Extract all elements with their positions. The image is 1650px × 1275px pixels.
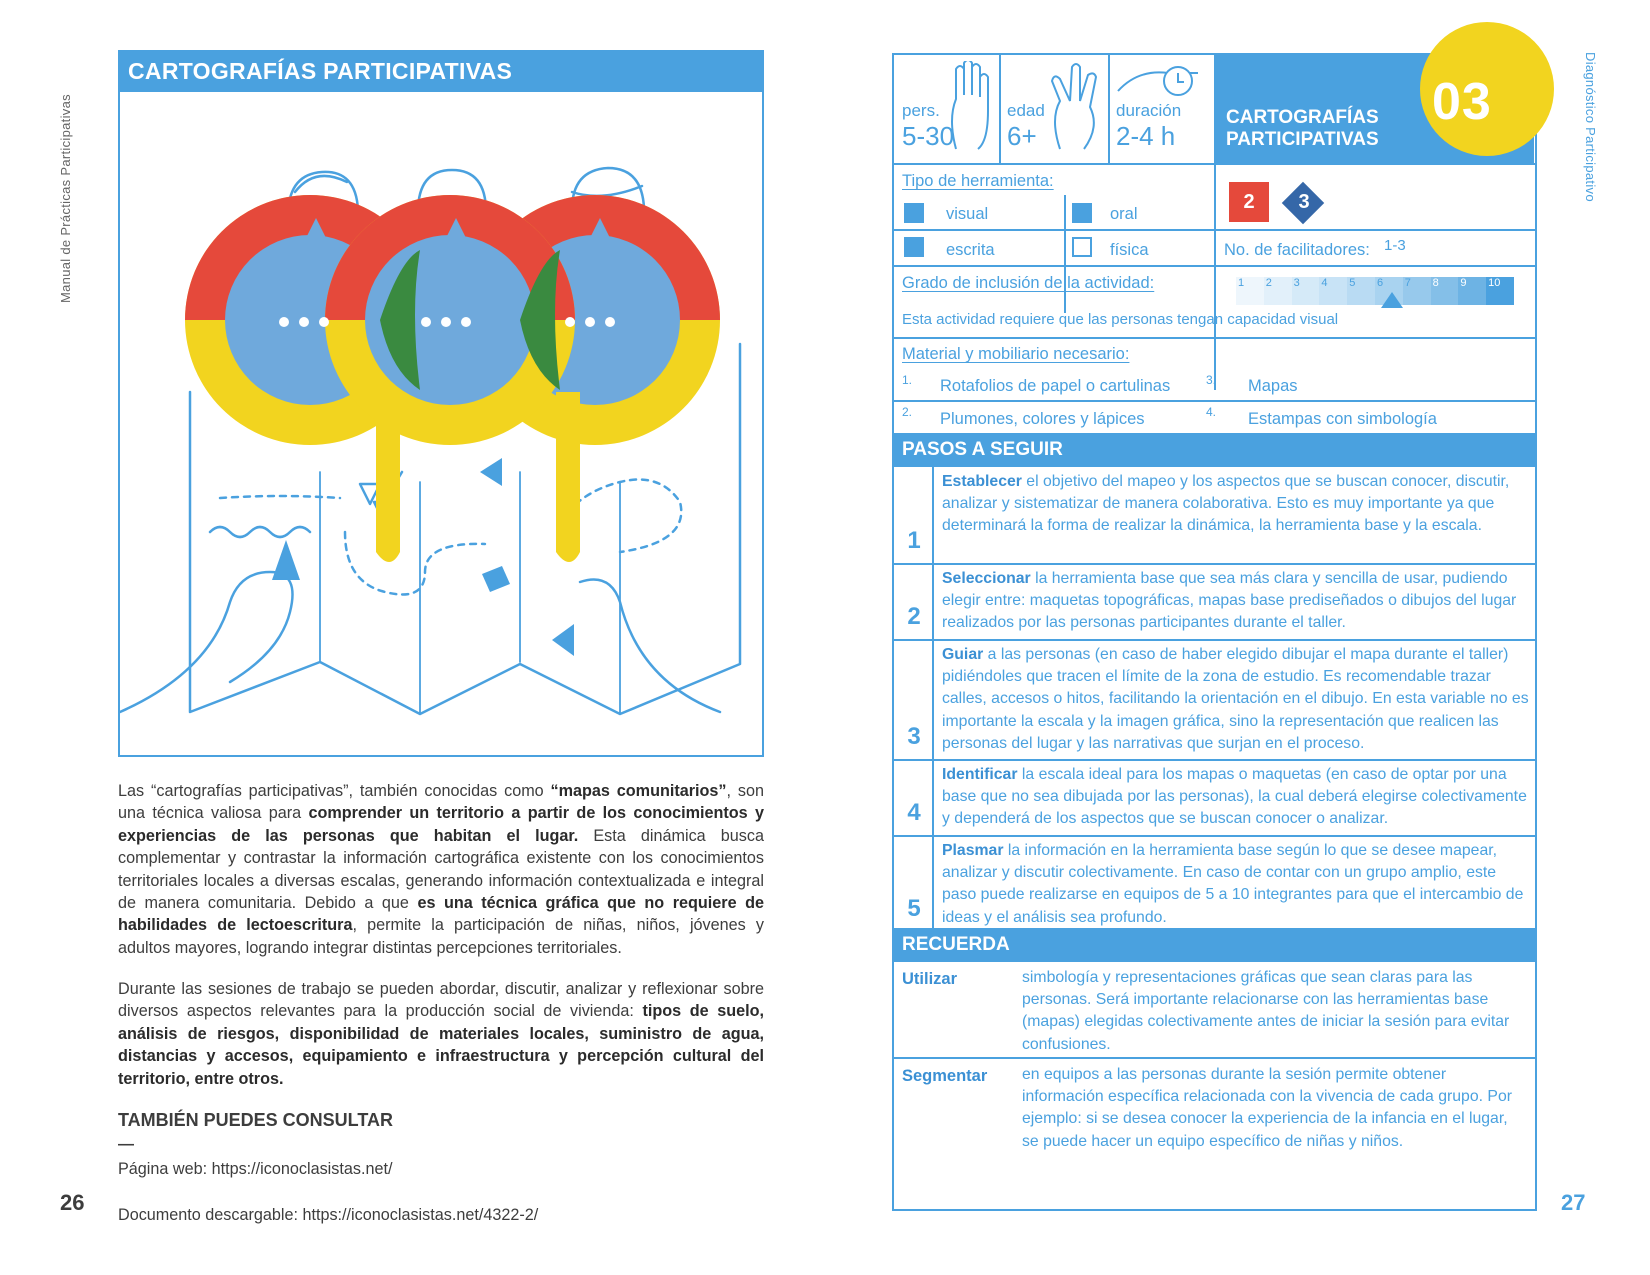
recuerda-term-2: Segmentar — [902, 1067, 988, 1085]
inclusion-scale-step: 9 — [1458, 277, 1486, 305]
inclusion-scale-step: 3 — [1292, 277, 1320, 305]
step-3-verb: Guiar — [942, 646, 984, 663]
material-item-1: Rotafolios de papel o cartulinas — [940, 377, 1171, 395]
step-2-body: la herramienta base que sea más clara y sencilla de usar, pudiendo elegir entre: maquetas topográficas, mapas base prediseñados o dibujos del lugar realizados por las personas participantes durante el taller. — [942, 570, 1517, 632]
illustration-frame — [118, 50, 764, 757]
intro-paragraph — [118, 780, 764, 959]
inclusion-scale-step: 7 — [1403, 277, 1431, 305]
inclusion-scale-step: 8 — [1431, 277, 1459, 305]
pasos-heading: PASOS A SEGUIR — [894, 433, 1535, 467]
fisica-label: física — [1110, 241, 1149, 259]
step-1-text — [942, 471, 1532, 538]
step-1-number: 1 — [907, 527, 921, 554]
consult-heading: TAMBIÉN PUEDES CONSULTAR — [118, 1110, 394, 1130]
oral-label: oral — [1110, 205, 1138, 223]
step-3-body: a las personas (en caso de haber elegido dibujar el mapa durante el taller) pidiéndoles que tracen el límite de la zona de estudio. Es recomendable trazar calles, accesos o hitos, facilitando la orientación en el dibujo. En esta variable no es importante la escala y la imagen gráfica, sino la representación que realicen las personas del lugar y las narrativas que surjan en el proceso. — [942, 646, 1529, 752]
topics-paragraph — [118, 978, 764, 1090]
step-5-number: 5 — [907, 895, 921, 922]
paragraph1-run: “mapas comunitarios” — [550, 782, 727, 800]
step-4-number: 4 — [907, 799, 921, 826]
material-item-3: Mapas — [1248, 377, 1298, 395]
left-page-number: 26 — [60, 1190, 85, 1215]
right-side-label: Diagnóstico Participativo — [1583, 52, 1598, 202]
level-red-badge: 2 — [1229, 182, 1269, 222]
duracion-label: duración — [1116, 101, 1182, 120]
escrita-label: escrita — [946, 241, 995, 259]
wristwatch-icon — [1116, 61, 1212, 105]
participatory-mapping-illustration — [120, 92, 762, 755]
step-3-text — [942, 644, 1532, 755]
material-num-2: 2. — [902, 405, 913, 419]
oral-checkbox[interactable] — [1072, 203, 1092, 223]
visual-label: visual — [946, 205, 989, 223]
paragraph2-run: tipos de suelo, análisis de riesgos, disponibilidad de materiales locales, suministro de agua, distancias y accesos, equipamiento e infraestructura y percepción cultural del territorio, entre otros. — [118, 1002, 764, 1088]
escrita-checkbox[interactable] — [904, 237, 924, 257]
inclusion-scale-step: 1 — [1236, 277, 1264, 305]
edad-value: 6+ — [1007, 121, 1037, 151]
paragraph2-run: Durante las sesiones de trabajo se pueden abordar, discutir, analizar y reflexionar sobre diversos aspectos relevantes para la producción social de vivienda: — [118, 980, 764, 1021]
recuerda-text-2: en equipos a las personas durante la sesión permite obtener información específica relacionada con la vivencia de cada grupo. Por ejemplo: si se desea conocer la experiencia de la infancia en el lugar, se puede hacer un equipo específico de niñas y niños. — [1022, 1066, 1512, 1150]
inclusion-note: Esta actividad requiere que las personas tengan capacidad visual — [902, 311, 1339, 328]
right-page-number: 27 — [1561, 1190, 1586, 1215]
card-title-line1: CARTOGRAFÍAS — [1226, 107, 1379, 128]
step-3-number: 3 — [907, 723, 921, 750]
visual-checkbox[interactable] — [904, 203, 924, 223]
inclusion-scale-step: 2 — [1264, 277, 1292, 305]
step-4-verb: Identificar — [942, 766, 1018, 783]
activity-card — [892, 53, 1537, 1211]
step-4-text — [942, 764, 1532, 831]
material-item-2: Plumones, colores y lápices — [940, 410, 1145, 428]
paragraph1-run: es una técnica gráfica que no requiere de habilidades de lectoescritura — [118, 894, 764, 935]
inclusion-label: Grado de inclusión de la actividad: — [902, 274, 1155, 292]
consult-doc-link[interactable]: Documento descargable: https://iconoclasistas.net/4322-2/ — [118, 1206, 539, 1224]
consult-dash: — — [118, 1136, 134, 1153]
recuerda-heading: RECUERDA — [894, 928, 1535, 962]
card-title — [1226, 107, 1379, 151]
inclusion-scale-step: 4 — [1319, 277, 1347, 305]
inclusion-scale-step: 10 — [1486, 277, 1514, 305]
paragraph1-run: Esta dinámica busca complementar y contrastar la información cartográfica existente con los conocimientos territoriales locales a diversas escalas, generando información contextualizada e integral de manera comunitaria. Debido a que — [118, 826, 764, 913]
pers-value: 5-30 — [902, 121, 955, 151]
tipo-label: Tipo de herramienta: — [902, 172, 1054, 190]
paragraph1-run: , permite la participación de niñas, niños, jóvenes y adultos mayores, logrando integrar distintas percepciones territoriales. — [118, 916, 765, 957]
inclusion-scale-step: 6 — [1375, 277, 1403, 305]
consult-web-link[interactable]: Página web: https://iconoclasistas.net/ — [118, 1160, 393, 1178]
step-2-verb: Seleccionar — [942, 570, 1031, 587]
pers-label: pers. — [902, 101, 940, 120]
recuerda-term-1: Utilizar — [902, 970, 958, 988]
inclusion-scale-step: 5 — [1347, 277, 1375, 305]
step-5-body: la información en la herramienta base según lo que se desee mapear, analizar y discutir colectivamente. En caso de contar con un grupo amplio, este paso puede realizarse en equipos de 5 a 10 integrantes para que el intercambio de ideas y el análisis sea profundo. — [942, 842, 1524, 926]
activity-number: 03 — [1432, 73, 1492, 131]
facilitadores-value: 1-3 — [1384, 237, 1406, 254]
material-num-1: 1. — [902, 373, 913, 387]
material-num-4: 4. — [1206, 405, 1217, 419]
inclusion-marker-icon — [1381, 292, 1403, 308]
step-2-number: 2 — [907, 603, 921, 630]
material-num-3: 3. — [1206, 373, 1217, 387]
card-title-line2: PARTICIPATIVAS — [1226, 129, 1379, 150]
step-1-body: el objetivo del mapeo y los aspectos que se buscan conocer, discutir, analizar y sistematizar de manera colaborativa. Esto es muy importante ya que determinará la forma de realizar la dinámica, la herramienta base y la escala. — [942, 473, 1510, 535]
hand-three-icon — [1046, 61, 1104, 151]
step-4-body: la escala ideal para los mapas o maquetas (en caso de optar por una base que no sea dibujada por las personas), la cual deberá elegirse colectivamente y dependerá de los aspectos que se buscan conocer o analizar. — [942, 766, 1527, 828]
inclusion-scale — [1236, 277, 1514, 305]
left-page-title: CARTOGRAFÍAS PARTICIPATIVAS — [120, 52, 762, 92]
material-label: Material y mobiliario necesario: — [902, 345, 1130, 363]
paragraph1-run: comprender un territorio a partir de los conocimientos y experiencias de las personas que habitan el lugar. — [118, 804, 764, 845]
facilitadores-label: No. de facilitadores: — [1224, 241, 1370, 259]
paragraph1-run: , son una técnica valiosa para — [118, 782, 764, 823]
left-side-label: Manual de Prácticas Participativas — [58, 94, 73, 303]
fisica-checkbox[interactable] — [1072, 237, 1092, 257]
level-blue-badge: 3 — [1298, 191, 1310, 213]
edad-label: edad — [1007, 101, 1045, 120]
duracion-value: 2-4 h — [1116, 121, 1176, 151]
step-5-verb: Plasmar — [942, 842, 1004, 859]
step-2-text — [942, 568, 1532, 635]
step-1-verb: Establecer — [942, 473, 1022, 490]
material-item-4: Estampas con simbología — [1248, 410, 1437, 428]
recuerda-text-1: simbología y representaciones gráficas que sean claras para las personas. Será importante relacionarse con las herramientas base (mapas) elegidas colectivamente antes de iniciar la sesión para evitar confusiones. — [1022, 969, 1510, 1053]
step-5-text — [942, 840, 1532, 929]
paragraph1-run: Las “cartografías participativas”, también conocidas como — [118, 782, 551, 800]
